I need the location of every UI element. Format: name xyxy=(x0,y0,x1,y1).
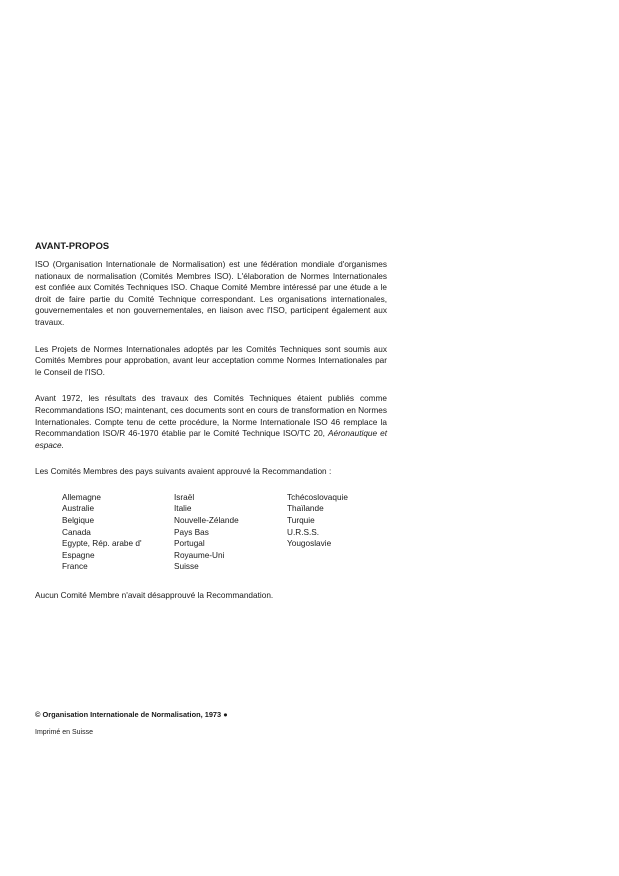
country-item: Belgique xyxy=(62,516,95,525)
disapproval-note: Aucun Comité Membre n'avait désapprouvé la Recommandation. xyxy=(35,590,274,600)
country-item: Portugal xyxy=(174,539,205,549)
country-item: Nouvelle-Zélande xyxy=(174,516,239,525)
country-column-1 xyxy=(62,492,142,573)
committee-title-italic: Aéronautique et espace. xyxy=(35,429,387,450)
country-item: U.R.S.S. xyxy=(287,527,320,537)
country-item: Tchécoslovaquie xyxy=(287,492,348,502)
country-column-2 xyxy=(174,492,239,573)
country-list xyxy=(35,492,387,580)
country-column-3 xyxy=(287,492,348,550)
paragraph-main-text: Avant 1972, les résultats des travaux des Comités Techniques étaient publiés comme Recommandations ISO; maintenant, ces documents sont en cours de transformation en Normes Internationales. Compte tenu de cette procédure, la Norme Internationale ISO 46 remplace la Recommandation ISO/R 46-1970 établie par le Comité Technique ISO/TC 20, xyxy=(35,394,387,439)
country-item: Australie xyxy=(62,504,95,514)
foreword-section xyxy=(35,241,387,602)
country-item: Suisse xyxy=(174,562,199,572)
paragraph-iso-description: ISO (Organisation Internationale de Normalisation) est une fédération mondiale d'organismes nationaux de normalisation (Comités Membres ISO). L'élaboration de Normes Internationales est confiée aux Comités Techniques ISO. Chaque Comité Membre intéressé par une étude a le droit de faire partie du Comité Technique correspondant. Les organisations internationales, gouvernementales et non gouvernementales, en liaison avec l'ISO, participent également aux travaux. xyxy=(35,260,387,327)
country-item: Espagne xyxy=(62,550,95,560)
printed-in-note: Imprimé en Suisse xyxy=(35,729,93,736)
section-heading: AVANT-PROPOS xyxy=(35,241,110,251)
country-item: Italie xyxy=(174,504,192,514)
country-item: Israël xyxy=(174,492,195,502)
country-item: Egypte, Rép. arabe d' xyxy=(62,539,142,549)
paragraph-recommendation-history xyxy=(35,393,387,451)
copyright-notice: © Organisation Internationale de Normalisation, 1973 ● xyxy=(35,710,228,719)
country-item: Pays Bas xyxy=(174,527,209,537)
country-item: France xyxy=(62,562,88,572)
country-item: Royaume-Uni xyxy=(174,550,225,560)
country-item: Yougoslavie xyxy=(287,539,332,549)
country-item: Thaïlande xyxy=(287,504,324,514)
country-item: Turquie xyxy=(287,516,315,525)
page-footer xyxy=(35,710,228,736)
approval-intro: Les Comités Membres des pays suivants avaient approuvé la Recommandation : xyxy=(35,467,332,477)
paragraph-draft-standards: Les Projets de Normes Internationales adoptés par les Comités Techniques sont soumis aux Comités Membres pour approbation, avant leur acceptation comme Normes Internationales par le Conseil de l'ISO. xyxy=(35,344,387,377)
country-item: Canada xyxy=(62,527,91,537)
country-item: Allemagne xyxy=(62,492,101,502)
